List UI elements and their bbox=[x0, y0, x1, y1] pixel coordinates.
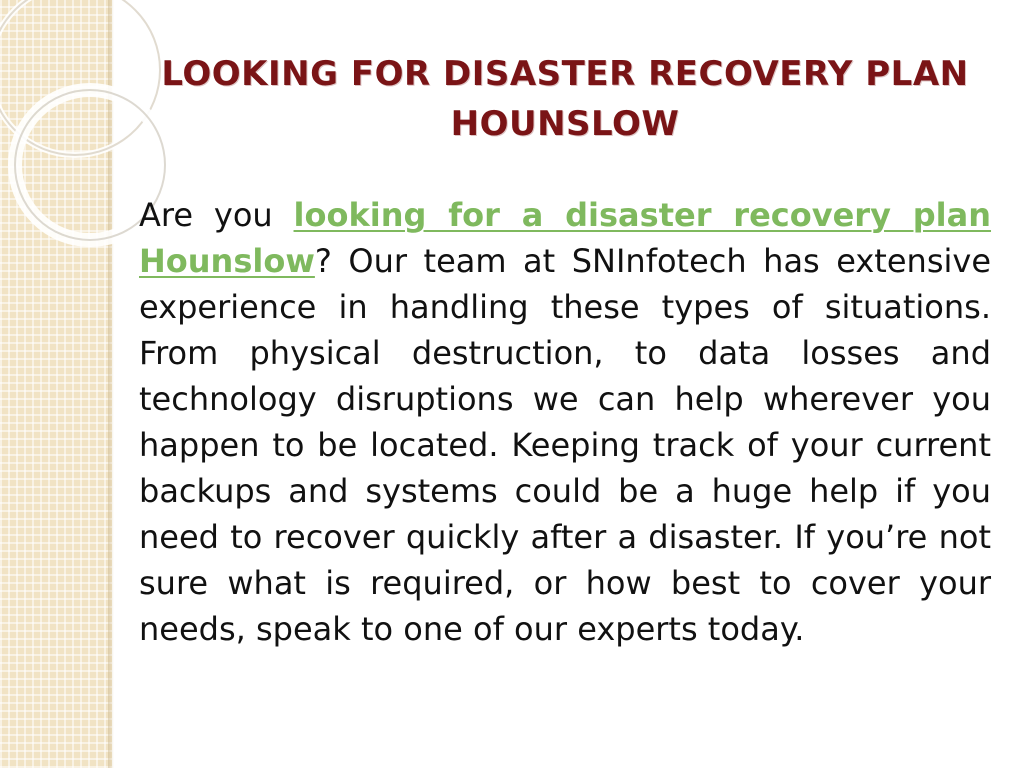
disaster-recovery-link[interactable]: looking for a disaster recovery plan Hounslow bbox=[139, 196, 992, 280]
body-main-text: ? Our team at SNInfotech has extensive experience in handling these types of situations. From physical destruction, to data losses and technology disruptions we can help wherever you happen to be located. Keeping track of your current backups and systems could be a huge help if you need to recover quickly after a disaster. If you’re not sure what is required, or how best to cover your needs, speak to one of our experts today. bbox=[139, 242, 991, 648]
body-paragraph bbox=[139, 192, 991, 652]
page-title: LOOKING FOR DISASTER RECOVERY PLAN HOUNSLOW bbox=[161, 53, 969, 144]
body-intro-text: Are you bbox=[139, 196, 294, 234]
